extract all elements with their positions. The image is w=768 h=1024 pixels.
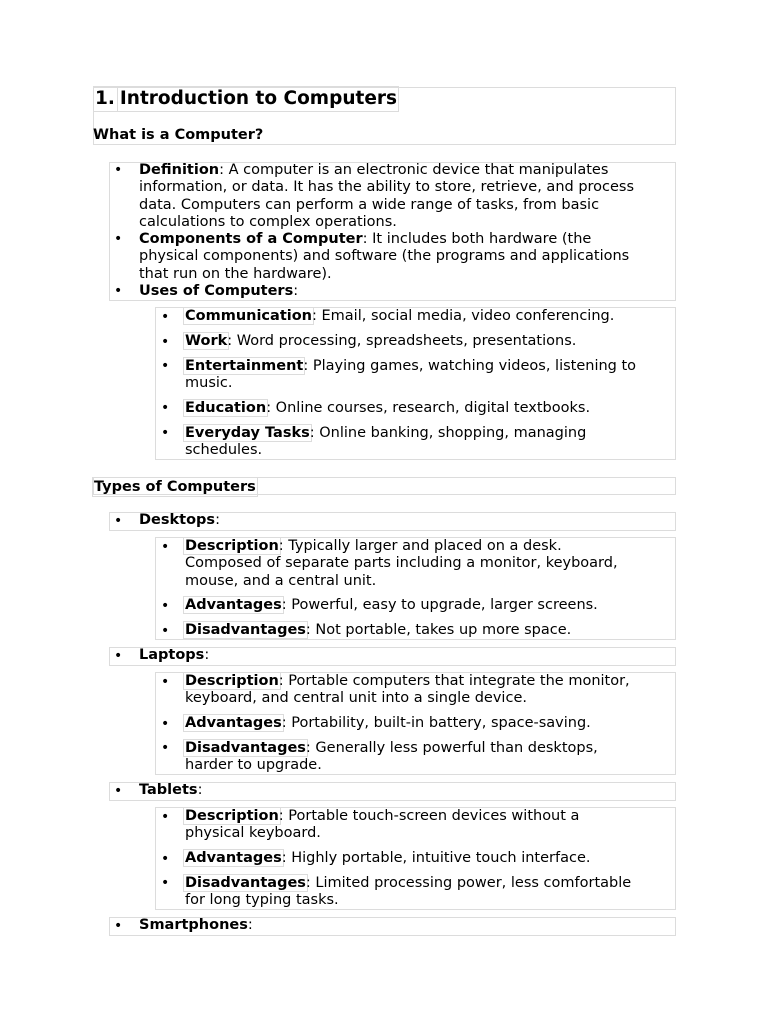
everyday-line-1: : Online banking, shopping, managing <box>309 425 587 441</box>
desktops-advantages <box>185 597 598 614</box>
laptops-description <box>185 673 630 708</box>
term-smartphones: Smartphones <box>139 917 248 933</box>
use-item-everyday-tasks <box>185 425 586 460</box>
term-tablets-advantages: Advantages <box>185 850 282 866</box>
term-communication: Communication <box>185 308 313 324</box>
term-everyday-tasks: Everyday Tasks <box>185 425 310 441</box>
communication-text: : Email, social media, video conferencing. <box>312 308 615 324</box>
term-definition: Definition <box>139 162 220 178</box>
everyday-line-2: schedules. <box>185 442 263 459</box>
term-laptops: Laptops <box>139 647 205 663</box>
subheading-what-is-computer <box>93 126 263 144</box>
bullet-smartphones: • <box>114 918 123 934</box>
entertainment-line-2: music. <box>185 375 233 392</box>
term-laptops-advantages: Advantages <box>185 715 282 731</box>
definition-line-2: information, or data. It has the ability to store, retrieve, and process <box>139 179 635 196</box>
bullet-desktops-description: • <box>161 539 170 555</box>
section-number: 1. <box>95 87 118 111</box>
tablets-disadvantages-line-1: : Limited processing power, less comfortable <box>305 875 632 891</box>
laptops-disadvantages <box>185 740 598 775</box>
bullet-laptops-description: • <box>161 674 170 690</box>
bullet-desktops: • <box>114 513 123 529</box>
tablets-advantages <box>185 850 591 867</box>
term-work: Work <box>185 333 228 349</box>
list-item-smartphones <box>139 917 253 934</box>
list-item-desktops <box>139 512 220 529</box>
uses-suffix: : <box>293 283 299 299</box>
bullet-tablets-disadvantages: • <box>161 875 170 891</box>
list-item-components <box>139 231 629 283</box>
tablets-disadvantages <box>185 875 631 910</box>
bullet-laptops: • <box>114 648 123 664</box>
tablets-disadvantages-line-2: for long typing tasks. <box>185 892 339 909</box>
term-laptops-description: Description <box>185 673 279 689</box>
desktops-description-line-1: : Typically larger and placed on a desk. <box>278 538 562 554</box>
components-line-3: that run on the hardware). <box>139 265 332 282</box>
bullet-definition: • <box>114 162 123 178</box>
tablets-description-line-2: physical keyboard. <box>185 825 321 842</box>
subheading-types-of-computers <box>92 477 258 497</box>
term-uses: Uses of Computers <box>139 283 294 299</box>
tablets-description <box>185 808 579 843</box>
term-tablets-disadvantages: Disadvantages <box>185 875 306 891</box>
components-line-2: physical components) and software (the programs and applications <box>139 248 630 265</box>
bullet-education: • <box>161 400 170 416</box>
definition-line-3: data. Computers can perform a wide range of tasks, from basic <box>139 196 600 213</box>
bullet-tablets-advantages: • <box>161 851 170 867</box>
work-text: : Word processing, spreadsheets, presentations. <box>227 333 577 349</box>
desktops-description-line-2: Composed of separate parts including a monitor, keyboard, <box>185 555 618 572</box>
bullet-uses: • <box>114 283 123 299</box>
tablets-suffix: : <box>197 782 203 798</box>
smartphones-suffix: : <box>247 917 253 933</box>
use-item-communication <box>185 308 614 325</box>
use-item-education <box>185 400 590 417</box>
use-item-entertainment <box>185 358 636 393</box>
term-laptops-disadvantages: Disadvantages <box>185 740 306 756</box>
tablets-advantages-text: : Highly portable, intuitive touch interface. <box>281 850 591 866</box>
bullet-tablets-description: • <box>161 809 170 825</box>
term-desktops-advantages: Advantages <box>185 597 282 613</box>
laptops-description-line-1: : Portable computers that integrate the monitor, <box>278 673 630 689</box>
section-title <box>93 86 399 112</box>
subheading-types-text: Types of Computers <box>94 479 256 495</box>
bullet-laptops-advantages: • <box>161 716 170 732</box>
desktops-advantages-text: : Powerful, easy to upgrade, larger screens. <box>281 597 598 613</box>
laptops-disadvantages-line-1: : Generally less powerful than desktops, <box>305 740 598 756</box>
laptops-description-line-2: keyboard, and central unit into a single device. <box>185 690 527 707</box>
list-item-laptops <box>139 647 209 664</box>
term-desktops-description: Description <box>185 538 279 554</box>
laptops-advantages <box>185 715 591 732</box>
components-line-1: : It includes both hardware (the <box>362 231 592 247</box>
bullet-components: • <box>114 231 123 247</box>
list-item-uses <box>139 283 298 300</box>
bullet-desktops-advantages: • <box>161 598 170 614</box>
entertainment-line-1: : Playing games, watching videos, listening to <box>303 358 637 374</box>
laptops-advantages-text: : Portability, built-in battery, space-saving. <box>281 715 591 731</box>
definition-line-4: calculations to complex operations. <box>139 213 397 230</box>
tablets-description-line-1: : Portable touch-screen devices without a <box>278 808 580 824</box>
definition-line-1: : A computer is an electronic device that manipulates <box>219 162 609 178</box>
section-title-text: Introduction to Computers <box>119 88 398 109</box>
bullet-everyday: • <box>161 425 170 441</box>
bullet-entertainment: • <box>161 358 170 374</box>
term-tablets-description: Description <box>185 808 279 824</box>
desktops-suffix: : <box>215 512 220 528</box>
bullet-desktops-disadvantages: • <box>161 623 170 639</box>
laptops-suffix: : <box>204 647 210 663</box>
bullet-work: • <box>161 334 170 350</box>
laptops-disadvantages-line-2: harder to upgrade. <box>185 757 322 774</box>
term-education: Education <box>185 400 267 416</box>
bullet-communication: • <box>161 309 170 325</box>
term-tablets: Tablets <box>139 782 198 798</box>
education-text: : Online courses, research, digital textbooks. <box>266 400 591 416</box>
term-desktops: Desktops <box>139 512 216 528</box>
desktops-disadvantages-text: : Not portable, takes up more space. <box>305 622 572 638</box>
bullet-tablets: • <box>114 783 123 799</box>
subheading-what-is-computer-text: What is a Computer? <box>93 127 264 143</box>
term-desktops-disadvantages: Disadvantages <box>185 622 306 638</box>
use-item-work <box>185 333 576 350</box>
term-entertainment: Entertainment <box>185 358 304 374</box>
list-item-definition <box>139 162 634 231</box>
list-item-tablets <box>139 782 202 799</box>
desktops-description <box>185 538 618 590</box>
desktops-description-line-3: mouse, and a central unit. <box>185 572 377 589</box>
desktops-disadvantages <box>185 622 571 639</box>
term-components: Components of a Computer <box>139 231 363 247</box>
bullet-laptops-disadvantages: • <box>161 740 170 756</box>
